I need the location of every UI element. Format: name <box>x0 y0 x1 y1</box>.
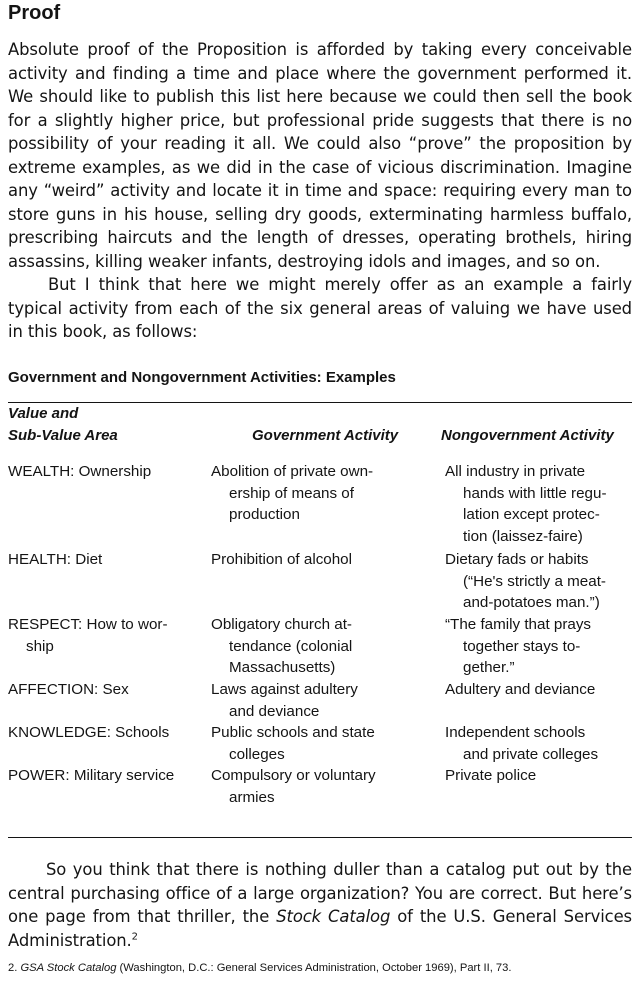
government-activity-cell <box>211 765 439 808</box>
cell-line: and private colleges <box>463 745 599 763</box>
government-activity-cell <box>211 722 439 765</box>
cell-line: Abolition of private own- <box>211 463 374 480</box>
cell-line: Private police <box>445 767 537 784</box>
value-area-cell <box>8 722 208 744</box>
cell-line: Independent schools <box>445 724 586 741</box>
cell-line: All industry in private <box>445 463 586 480</box>
cell-line: WEALTH: Ownership <box>8 463 152 480</box>
footnote-reference: 2 <box>131 931 138 943</box>
cell-line: Compulsory or voluntary <box>211 767 376 784</box>
cell-line: armies <box>229 788 275 806</box>
cell-line: “The family that prays <box>445 616 592 633</box>
value-area-cell <box>8 549 208 571</box>
header-nongovernment-activity: Nongovernment Activity <box>441 427 614 444</box>
section-heading: Proof <box>8 2 61 24</box>
cell-line: tendance (colonial <box>229 637 353 655</box>
cell-line: tion (laissez-faire) <box>463 527 583 545</box>
footnote <box>8 962 511 974</box>
cell-line: ship <box>26 637 54 655</box>
nongovernment-activity-cell <box>445 549 635 614</box>
header-value-area <box>8 403 118 447</box>
cell-line: Prohibition of alcohol <box>211 551 352 568</box>
value-area-cell <box>8 765 208 787</box>
cell-line: (“He's strictly a meat- <box>463 572 606 590</box>
header-value-area-line2: Sub-Value Area <box>8 427 118 444</box>
government-activity-cell <box>211 679 439 722</box>
cell-line: production <box>229 506 300 523</box>
header-government-activity: Government Activity <box>252 427 399 444</box>
nongovernment-activity-cell <box>445 722 635 765</box>
cell-line: colleges <box>229 745 285 763</box>
cell-line: and deviance <box>229 702 320 720</box>
cell-line: HEALTH: Diet <box>8 551 103 568</box>
cell-line: RESPECT: How to wor- <box>8 616 168 633</box>
cell-line: Massachusetts) <box>229 659 336 676</box>
cell-line: together stays to- <box>463 637 581 655</box>
cell-line: POWER: Military service <box>8 767 175 784</box>
footnote-catalog-title: GSA Stock Catalog <box>20 962 117 974</box>
cell-line: Dietary fads or habits <box>445 551 589 568</box>
value-area-cell <box>8 461 208 483</box>
catalog-title-italic: Stock Catalog <box>276 907 391 926</box>
nongovernment-activity-cell <box>445 614 635 679</box>
nongovernment-activity-cell <box>445 461 635 547</box>
government-activity-cell <box>211 461 439 526</box>
cell-line: ership of means of <box>229 484 354 502</box>
cell-line: KNOWLEDGE: Schools <box>8 724 170 741</box>
value-area-cell <box>8 679 208 701</box>
paragraph-catalog-text-start: So you think that there is nothing duller than a catalog put out by the central purchasing office of a large organization? You are correct. But here’s one page from that thriller, the <box>8 860 632 926</box>
paragraph-proof: Absolute proof of the Proposition is afforded by taking every conceivable activity and finding a time and place where the government performed it. We should like to publish this list here because we could then sell the book for a slightly higher price, but professional pride suggests that there is no possibility of your reading it all. We could also “prove” the proposition by extreme examples, as we did in the case of vicious discrimination. Imagine any “weird” activity and locate it in time and space: requiring every man to store guns in his house, selling dry goods, exterminating harmless buffalo, prescribing haircuts and the length of dresses, operating brothels, hiring assassins, killing weaker infants, destroying idols and images, and so on. <box>8 40 632 271</box>
footnote-citation: (Washington, D.C.: General Services Administration, October 1969), Part II, 73. <box>119 962 512 974</box>
cell-line: AFFECTION: Sex <box>8 681 129 698</box>
nongovernment-activity-cell <box>445 679 635 701</box>
cell-line: hands with little regu- <box>463 484 607 502</box>
cell-line: Adultery and deviance <box>445 681 596 698</box>
header-value-area-line1: Value and <box>8 405 79 422</box>
paragraph-catalog-text-end: of the U.S. General Services Administration. <box>8 907 632 950</box>
cell-line: lation except protec- <box>463 506 600 523</box>
cell-line: gether.” <box>463 659 515 676</box>
nongovernment-activity-cell <box>445 765 635 787</box>
government-activity-cell <box>211 549 439 571</box>
value-area-cell <box>8 614 208 657</box>
government-activity-cell <box>211 614 439 679</box>
paragraph-examples-intro: But I think that here we might merely offer as an example a fairly typical activity from each of the six general areas of valuing we have used in this book, as follows: <box>8 275 632 341</box>
footnote-number: 2. <box>8 962 18 974</box>
table-bottom-rule <box>8 837 632 838</box>
cell-line: Public schools and state <box>211 724 375 741</box>
cell-line: Laws against adultery <box>211 681 358 698</box>
table-title: Government and Nongovernment Activities: Examples <box>8 369 396 386</box>
cell-line: Obligatory church at- <box>211 616 352 633</box>
cell-line: and-potatoes man.”) <box>463 594 600 611</box>
paragraph-catalog <box>8 858 632 952</box>
